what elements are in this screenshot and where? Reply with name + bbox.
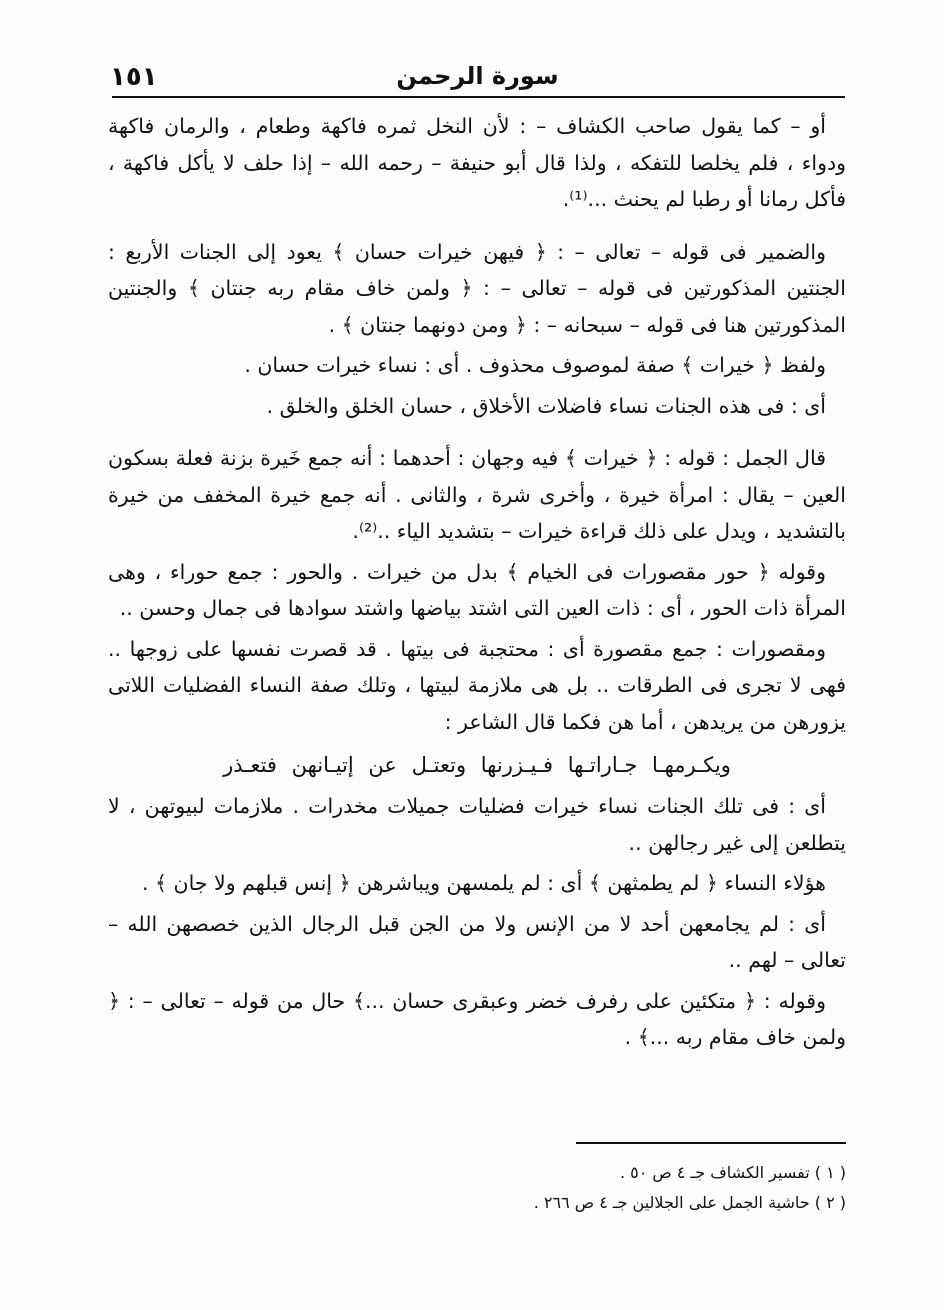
- poetry-verse: ويكـرمهـا جـاراتـها فـيـزرنها وتعتـل عن إتيـانهن فتعـذر: [223, 753, 731, 777]
- paragraph-meaning: أى : فى هذه الجنات نساء فاضلات الأخلاق ، حسان الخلق والخلق .: [266, 393, 826, 418]
- paragraph-khayrat: ولفظ ﴿ خيرات ﴾ صفة لموصوف محذوف . أى : نساء خيرات حسان .: [244, 353, 826, 377]
- page-body: [108, 108, 846, 1056]
- paragraph-maqsurat: ومقصورات : جمع مقصورة أى : محتجبة فى بيتها . قد قصرت نفسها على زوجها .. فهى لا تجرى فى الطرقات .. بل هى ملازمة لبيتها ، وتلك صفة النساء الفضليات اللاتى يزورهن من يريدهن ، أما هن فكما قال الشاعر :: [108, 636, 846, 734]
- footnote-2: ( ٢ ) حاشية الجمل على الجلالين جـ ٤ ص ٢٦٦ .: [533, 1193, 846, 1212]
- paragraph-explanation: أى : لم يجامعهن أحد لا من الإنس ولا من الجن قبل الرجال الذين خصصهن الله – تعالى – لهم ..: [108, 911, 846, 972]
- paragraph-jamal: قال الجمل : قوله : ﴿ خيرات ﴾ فيه وجهان : أحدهما : أنه جمع خَيرة بزنة فعلة بسكون العين – يقال : امرأة خيرة ، وأخرى شرة ، والثانى . أنه جمع خيرة المخفف من خيرة بالتشديد ، ويدل على ذلك قراءة خيرات – بتشديد الياء ..⁽²⁾.: [108, 446, 846, 543]
- paragraph-muttakiin: وقوله : ﴿ متكئين على رفرف خضر وعبقرى حسان ...﴾ حال من قوله – تعالى – : ﴿ ولمن خاف مقام ربه ...﴾ .: [108, 988, 846, 1049]
- surah-title: سورة الرحمن: [396, 62, 559, 90]
- footnotes: [460, 1158, 846, 1218]
- footnote-1: ( ١ ) تفسير الكشاف جـ ٤ ص ٥٠ .: [619, 1163, 846, 1182]
- page-number: ١٥١: [110, 62, 158, 92]
- paragraph-kashaf: أو – كما يقول صاحب الكشاف – : لأن النخل ثمره فاكهة وطعام ، والرمان فاكهة ودواء ، فلم يخلصا للتفكه ، ولذا قال أبو حنيفة – رحمه الله – إذا حلف لا يأكل فاكهة ، فأكل رمانا أو رطبا لم يحنث ...⁽¹⁾.: [108, 114, 846, 211]
- paragraph-hur: وقوله ﴿ حور مقصورات فى الخيام ﴾ بدل من خيرات . والحور : جمع حوراء ، وهى المرأة ذات الحور ، أى : ذات العين التى اشتد بياضها واشتد سوادها فى جمال وحسن ..: [108, 559, 846, 620]
- paragraph-verse-meaning: أى : فى تلك الجنات نساء خيرات فضليات جميلات مخدرات . ملازمات لبيوتهن ، لا يتطلعن إلى غير رجالهن ..: [108, 794, 846, 855]
- paragraph-pronoun: والضمير فى قوله – تعالى – : ﴿ فيهن خيرات حسان ﴾ يعود إلى الجنات الأربع : الجنتين المذكورتين فى قوله – تعالى – : ﴿ ولمن خاف مقام ربه جنتان ﴾ والجنتين المذكورتين هنا فى قوله – سبحانه – : ﴿ ومن دونهما جنتان ﴾ .: [108, 239, 846, 337]
- page-header: [110, 58, 845, 98]
- header-divider: [112, 96, 845, 98]
- footnote-divider: [576, 1142, 846, 1144]
- paragraph-lam-yatmithhunna: هؤلاء النساء ﴿ لم يطمثهن ﴾ أى : لم يلمسهن ويباشرهن ﴿ إنس قبلهم ولا جان ﴾ .: [141, 871, 826, 895]
